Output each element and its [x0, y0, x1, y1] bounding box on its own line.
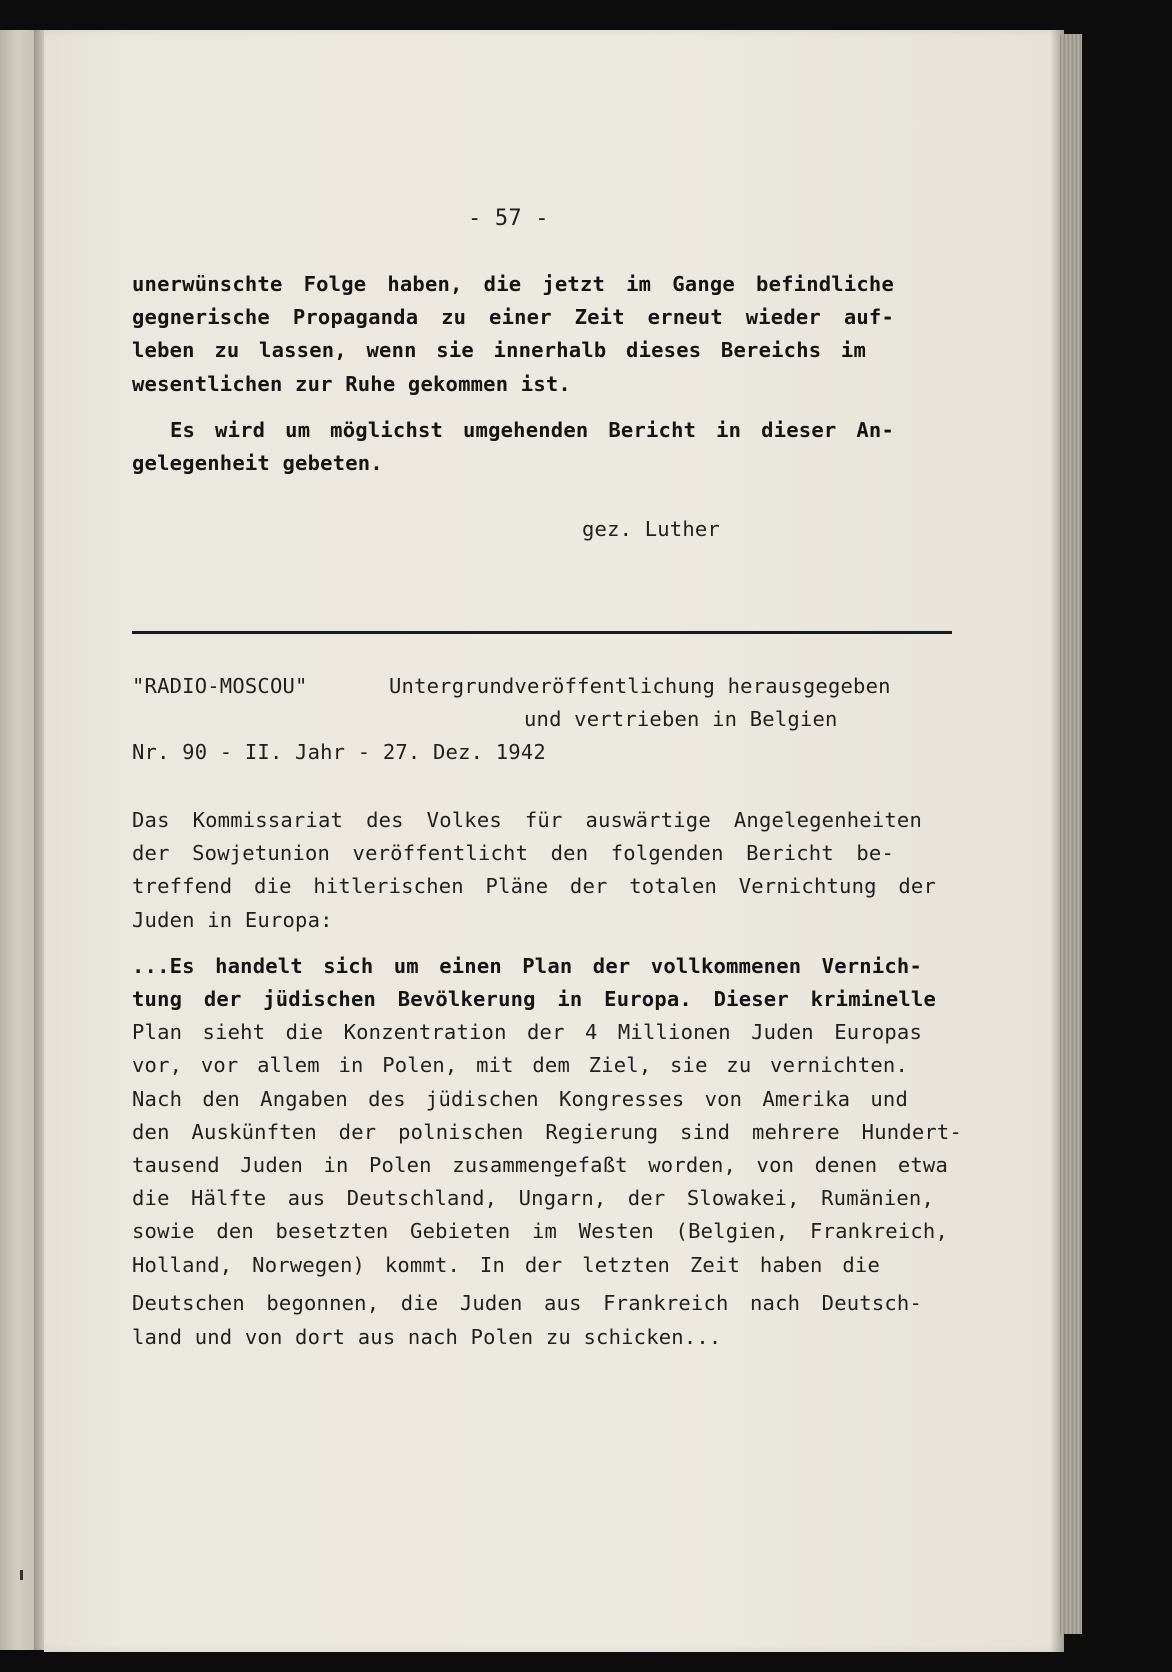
paragraph-2-line-2: gelegenheit gebeten. — [132, 451, 383, 475]
source-description-line-2: und vertrieben in Belgien — [524, 707, 838, 731]
paragraph-4-line-5: Nach den Angaben des jüdischen Kongresses von Amerika und — [132, 1087, 908, 1111]
paragraph-1-line-1: unerwünschte Folge haben, die jetzt im Gange befindliche — [132, 272, 894, 296]
paragraph-4-line-8: die Hälfte aus Deutschland, Ungarn, der Slowakei, Rumänien, — [132, 1186, 934, 1210]
paragraph-4-line-6: den Auskünften der polnischen Regierung sind mehrere Hundert- — [132, 1120, 962, 1144]
paragraph-2-line-1: Es wird um möglichst umgehenden Bericht in dieser An- — [170, 418, 894, 442]
page-number: - 57 - — [468, 206, 549, 231]
paragraph-4-line-11: Deutschen begonnen, die Juden aus Frankreich nach Deutsch- — [132, 1291, 922, 1315]
paragraph-4-line-7: tausend Juden in Polen zusammengefaßt worden, von denen etwa — [132, 1153, 948, 1177]
paragraph-4-line-4: vor, vor allem in Polen, mit dem Ziel, sie zu vernichten. — [132, 1053, 908, 1077]
paragraph-4-line-10: Holland, Norwegen) kommt. In der letzten Zeit haben die — [132, 1253, 880, 1277]
paragraph-3-line-2: der Sowjetunion veröffentlicht den folgenden Bericht be- — [132, 841, 894, 865]
paragraph-4-line-9: sowie den besetzten Gebieten im Westen (Belgien, Frankreich, — [132, 1219, 948, 1243]
section-divider — [132, 631, 952, 634]
source-name: "RADIO-MOSCOU" — [132, 674, 308, 698]
paragraph-1-line-2: gegnerische Propaganda zu einer Zeit erneut wieder auf- — [132, 305, 894, 329]
paragraph-3-line-4: Juden in Europa: — [132, 908, 333, 932]
paragraph-4-line-2: tung der jüdischen Bevölkerung in Europa. Dieser kriminelle — [132, 987, 936, 1011]
paragraph-4-line-3: Plan sieht die Konzentration der 4 Millionen Juden Europas — [132, 1020, 922, 1044]
paragraph-1-line-3: leben zu lassen, wenn sie innerhalb dieses Bereichs im — [132, 338, 866, 362]
paragraph-3-line-3: treffend die hitlerischen Pläne der totalen Vernichtung der — [132, 874, 936, 898]
source-description-line-1: Untergrundveröffentlichung herausgegeben — [389, 674, 891, 698]
paragraph-4-line-1: ...Es handelt sich um einen Plan der vollkommenen Vernich- — [132, 954, 922, 978]
issue-line: Nr. 90 - II. Jahr - 27. Dez. 1942 — [132, 740, 546, 764]
paragraph-3-line-1: Das Kommissariat des Volkes für auswärtige Angelegenheiten — [132, 808, 922, 832]
paragraph-1-line-4: wesentlichen zur Ruhe gekommen ist. — [132, 372, 571, 396]
paragraph-4-line-12: land und von dort aus nach Polen zu schicken... — [132, 1325, 722, 1349]
signature: gez. Luther — [582, 517, 720, 541]
